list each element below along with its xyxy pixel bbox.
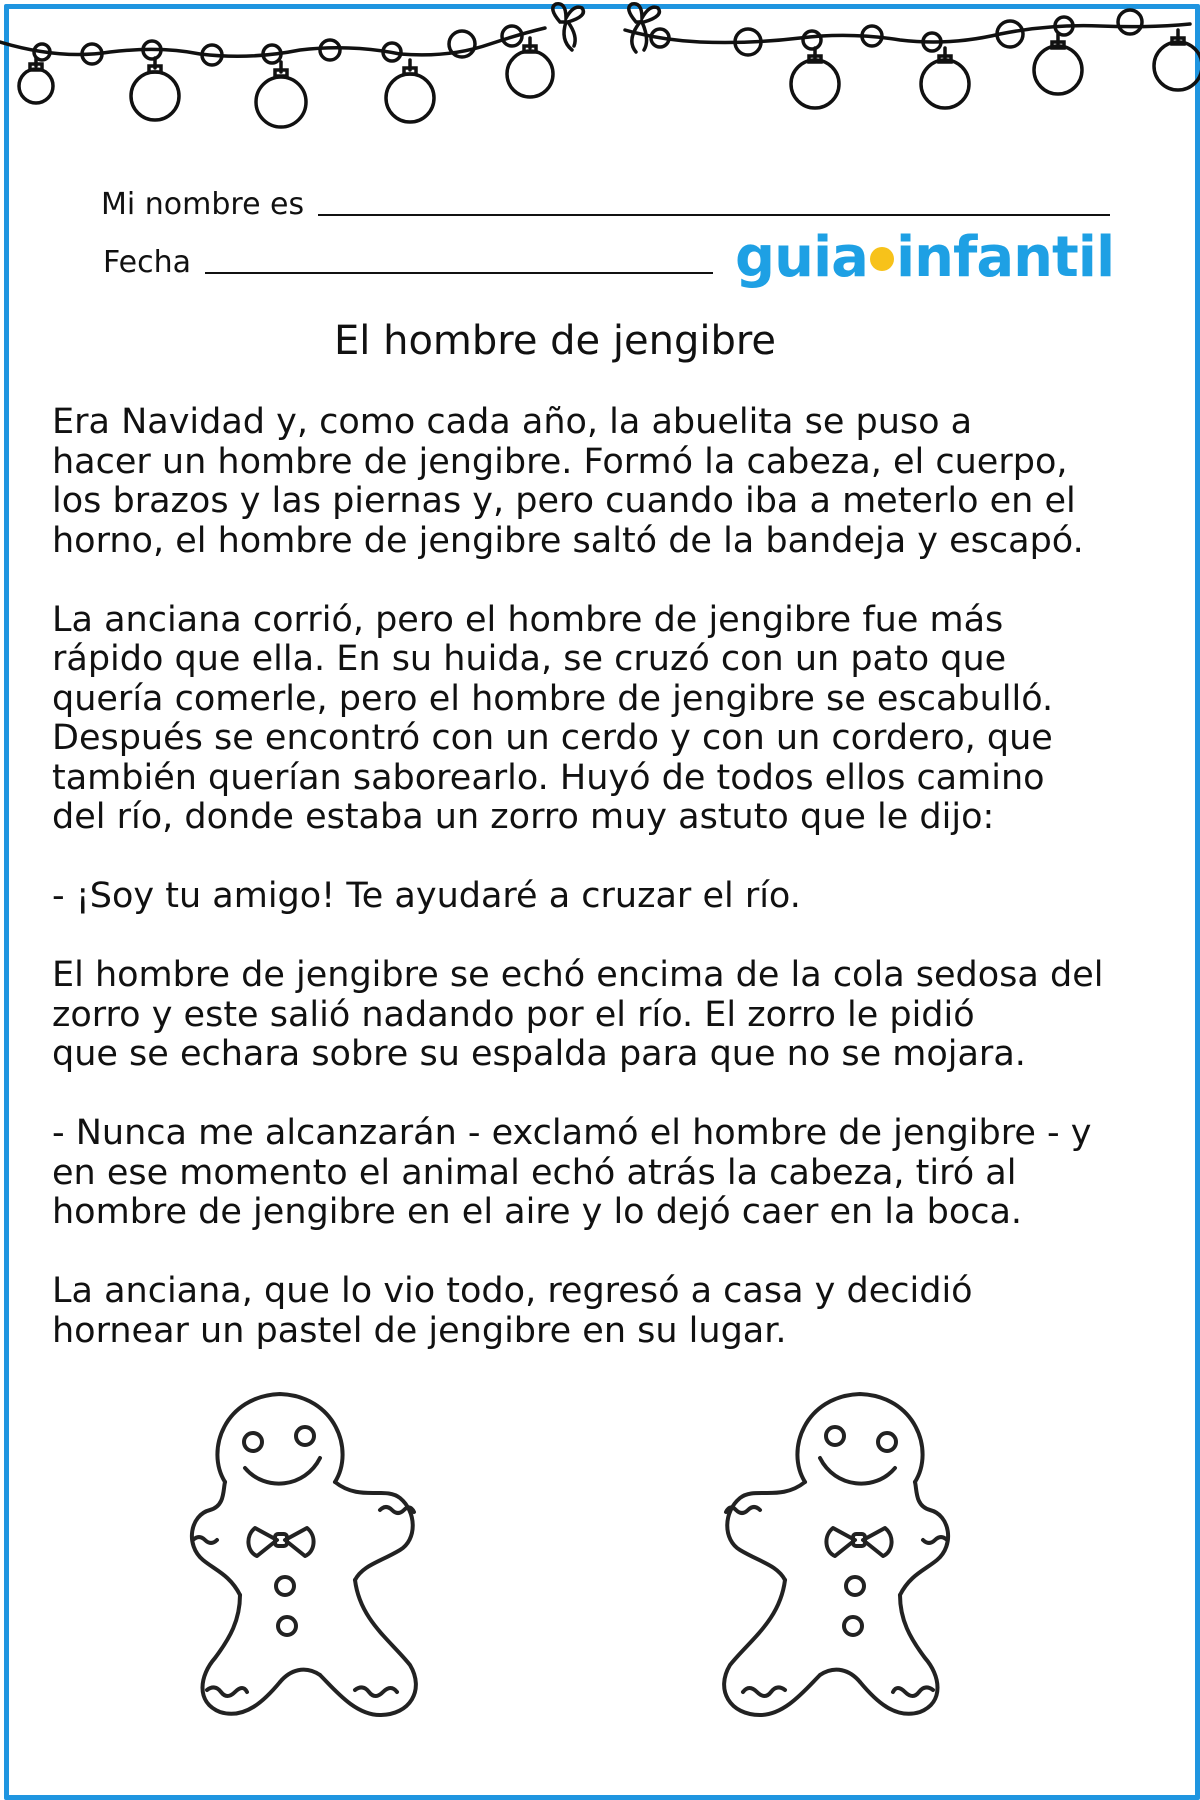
story-line: La anciana corrió, pero el hombre de jengibre fue más <box>52 599 1004 640</box>
story-paragraph <box>52 403 1182 561</box>
story-paragraph <box>52 1114 1182 1233</box>
story-paragraph <box>52 1272 1182 1351</box>
story-line: hornear un pastel de jengibre en su lugar. <box>52 1310 787 1351</box>
story-line: Después se encontró con un cerdo y con un cordero, que <box>52 718 1053 758</box>
story-line: zorro y este salió nadando por el río. El zorro le pidió <box>52 994 975 1035</box>
date-input-line[interactable] <box>205 272 713 274</box>
story-text <box>52 403 1182 1391</box>
guiainfantil-logo <box>735 226 1114 290</box>
name-input-line[interactable] <box>318 214 1110 216</box>
story-paragraph <box>52 601 1182 838</box>
name-field-row <box>101 188 1110 222</box>
story-paragraph <box>52 877 1182 917</box>
story-paragraph <box>52 956 1182 1075</box>
story-line: en ese momento el animal echó atrás la cabeza, tiró al <box>52 1152 1017 1193</box>
story-line: - Nunca me alcanzarán - exclamó el hombre de jengibre - y <box>52 1113 1092 1153</box>
story-line: El hombre de jengibre se echó encima de la cola sedosa del <box>52 955 1104 995</box>
date-label: Fecha <box>103 245 191 280</box>
story-line: quería comerle, pero el hombre de jengibre se escabulló. <box>52 678 1054 719</box>
story-line: La anciana, que lo vio todo, regresó a casa y decidió <box>52 1271 973 1311</box>
story-line: que se echara sobre su espalda para que no se mojara. <box>52 1034 1026 1074</box>
logo-text-infantil: infantil <box>895 225 1115 290</box>
ornament-garland-icon <box>0 0 1200 130</box>
gingerbread-illustrations <box>0 1385 1200 1725</box>
story-line: - ¡Soy tu amigo! Te ayudaré a cruzar el río. <box>52 876 801 916</box>
story-title: El hombre de jengibre <box>333 318 777 364</box>
story-line: también querían saborearlo. Huyó de todos ellos camino <box>52 757 1045 798</box>
logo-text-guia: guia <box>735 225 868 290</box>
story-line: del río, donde estaba un zorro muy astuto que le dijo: <box>52 797 995 837</box>
story-line: los brazos y las piernas y, pero cuando iba a meterlo en el <box>52 481 1076 521</box>
story-line: hacer un hombre de jengibre. Formó la cabeza, el cuerpo, <box>52 441 1068 482</box>
story-line: horno, el hombre de jengibre saltó de la bandeja y escapó. <box>52 520 1084 561</box>
story-line: rápido que ella. En su huida, se cruzó con un pato que <box>52 639 1007 679</box>
gingerbread-man-icon <box>192 1394 416 1715</box>
logo-dot-icon <box>870 247 894 271</box>
date-field-row <box>103 246 713 280</box>
gingerbread-man-icon <box>724 1394 948 1715</box>
story-line: hombre de jengibre en el aire y lo dejó caer en la boca. <box>52 1192 1023 1232</box>
story-line: Era Navidad y, como cada año, la abuelita se puso a <box>52 402 973 442</box>
name-label: Mi nombre es <box>101 187 305 222</box>
